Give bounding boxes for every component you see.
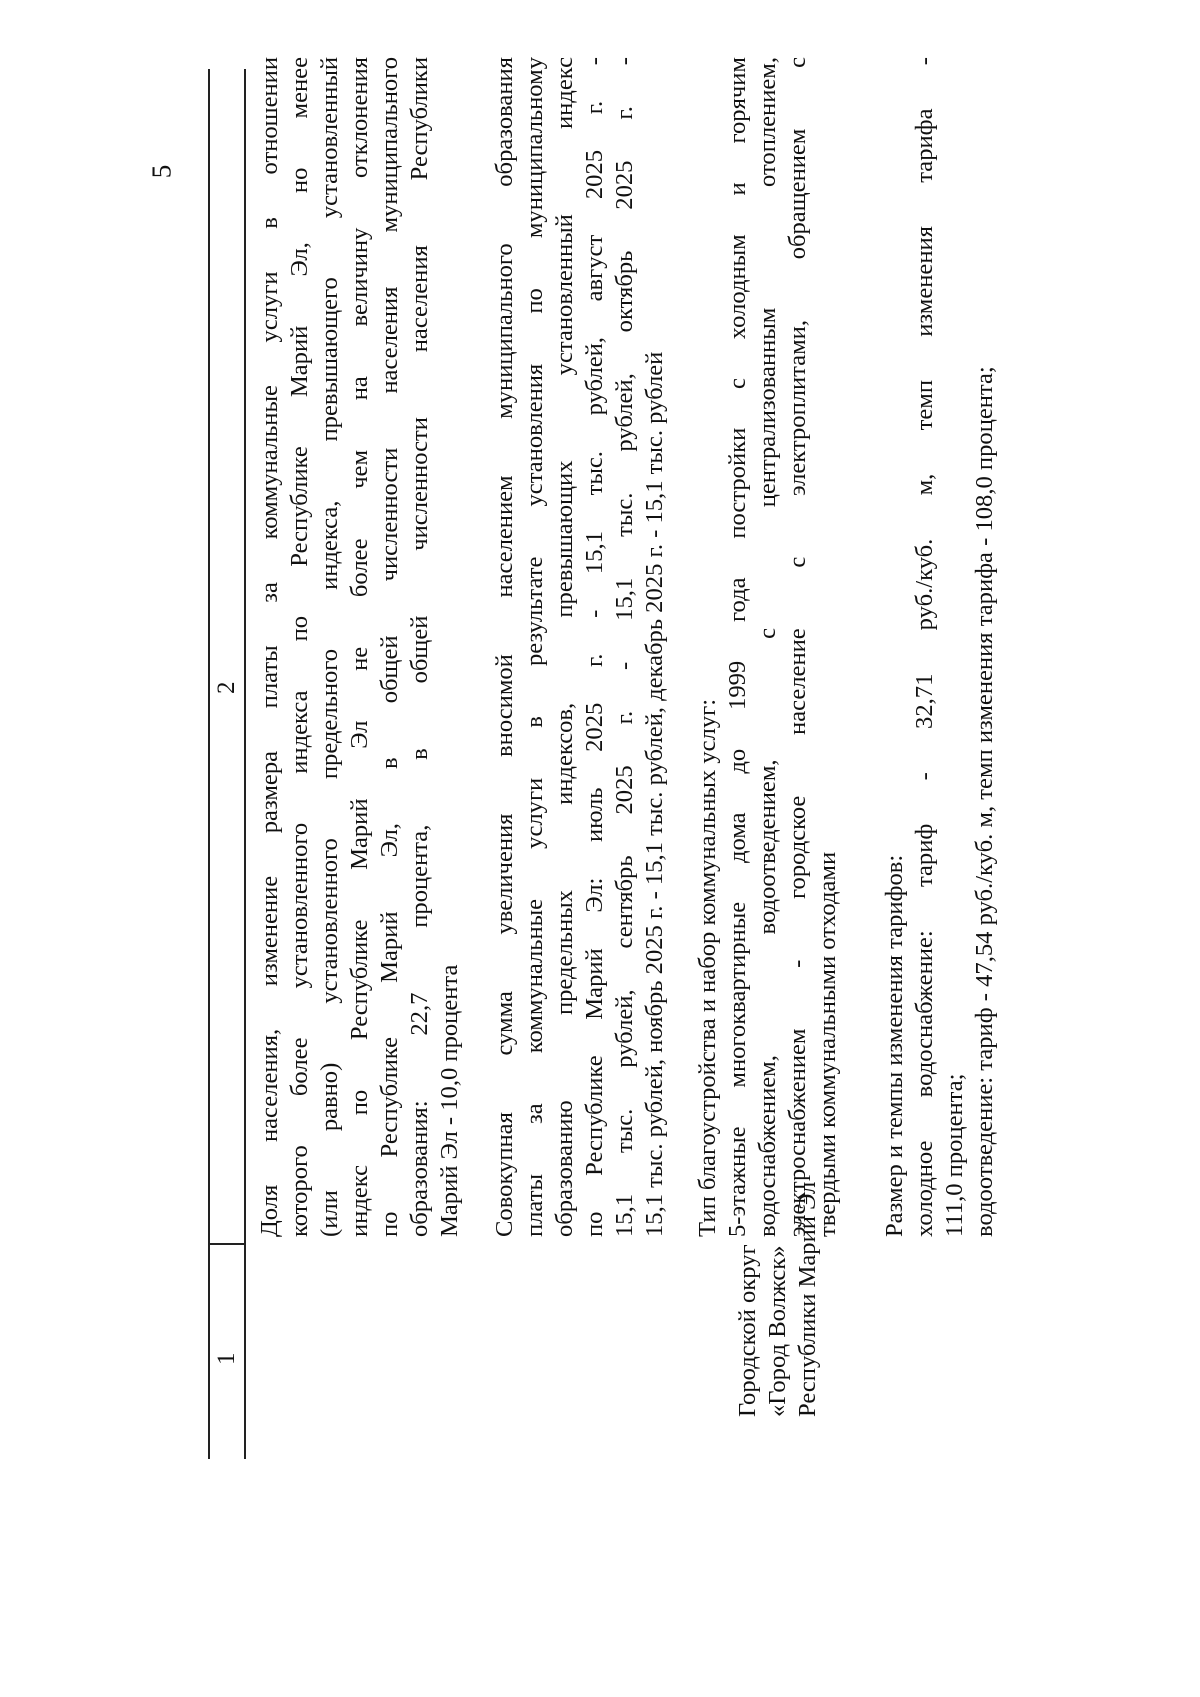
page-number: 5 xyxy=(146,164,177,179)
payment-increase-paragraph xyxy=(490,57,670,1237)
text-line: (или равно) установленного предельного индекса, превышающего установленный xyxy=(316,57,343,1237)
text-line: 15,1 тыс. рублей, сентябрь 2025 г. - 15,1 тыс. рублей, октябрь 2025 г. - xyxy=(611,57,638,1237)
municipality-line: «Город Волжск» xyxy=(764,1245,791,1417)
population-share-paragraph xyxy=(255,57,465,1237)
tariffs-paragraph xyxy=(880,57,1000,1237)
text-line: 15,1 тыс. рублей, ноябрь 2025 г. - 15,1 тыс. рублей, декабрь 2025 г. - 15,1 тыс. рублей xyxy=(641,351,668,1237)
municipality-line: Республики Марий Эл xyxy=(794,1181,821,1417)
column-1-number: 1 xyxy=(213,1352,240,1365)
text-line: Доля населения, изменение размера платы за коммунальные услуги в отношении xyxy=(256,57,283,1237)
housing-type-paragraph xyxy=(693,57,843,1237)
text-line: индекс по Республике Марий Эл не более чем на величину отклонения xyxy=(346,57,373,1237)
text-line: Тип благоустройства и набор коммунальных услуг: xyxy=(694,698,721,1237)
text-line: образования: 22,7 процента, в общей численности населения Республики xyxy=(406,57,433,1237)
text-line: твердыми коммунальными отходами xyxy=(814,851,841,1237)
table-top-rule xyxy=(208,69,210,1459)
text-line: Размер и темпы изменения тарифов: xyxy=(881,854,908,1237)
text-line: образованию предельных индексов, превышающих установленный индекс xyxy=(551,57,578,1237)
text-line: холодное водоснабжение: тариф - 32,71 руб./куб. м, темп изменения тарифа - xyxy=(911,57,938,1237)
text-line: по Республике Марий Эл: июль 2025 г. - 15,1 тыс. рублей, август 2025 г. - xyxy=(581,57,608,1237)
text-line: электроснабжением - городское население с электроплитами, обращением с xyxy=(784,57,811,1237)
text-line: 5-этажные многоквартирные дома до 1999 года постройки с холодным и горячим xyxy=(724,57,751,1237)
text-line: водоотведение: тариф - 47,54 руб./куб. м, темп изменения тарифа - 108,0 процента; xyxy=(971,366,998,1237)
text-line: платы за коммунальные услуги в результате установления по муниципальному xyxy=(521,57,548,1237)
text-line: 111,0 процента; xyxy=(941,1073,968,1237)
text-line: Марий Эл - 10,0 процента xyxy=(436,964,463,1237)
text-line: водоснабжением, водоотведением, с централизованным отоплением, xyxy=(754,57,781,1237)
column-divider xyxy=(210,1243,246,1245)
table-header-rule xyxy=(244,69,246,1459)
text-line: по Республике Марий Эл, в общей численности населения муниципального xyxy=(376,57,403,1237)
text-line: Совокупная сумма увеличения вносимой населением муниципального образования xyxy=(491,57,518,1237)
municipality-line: Городской округ xyxy=(734,1244,761,1417)
text-line: которого более установленного индекса по Республике Марий Эл, но менее xyxy=(286,57,313,1237)
column-2-number: 2 xyxy=(213,681,240,694)
